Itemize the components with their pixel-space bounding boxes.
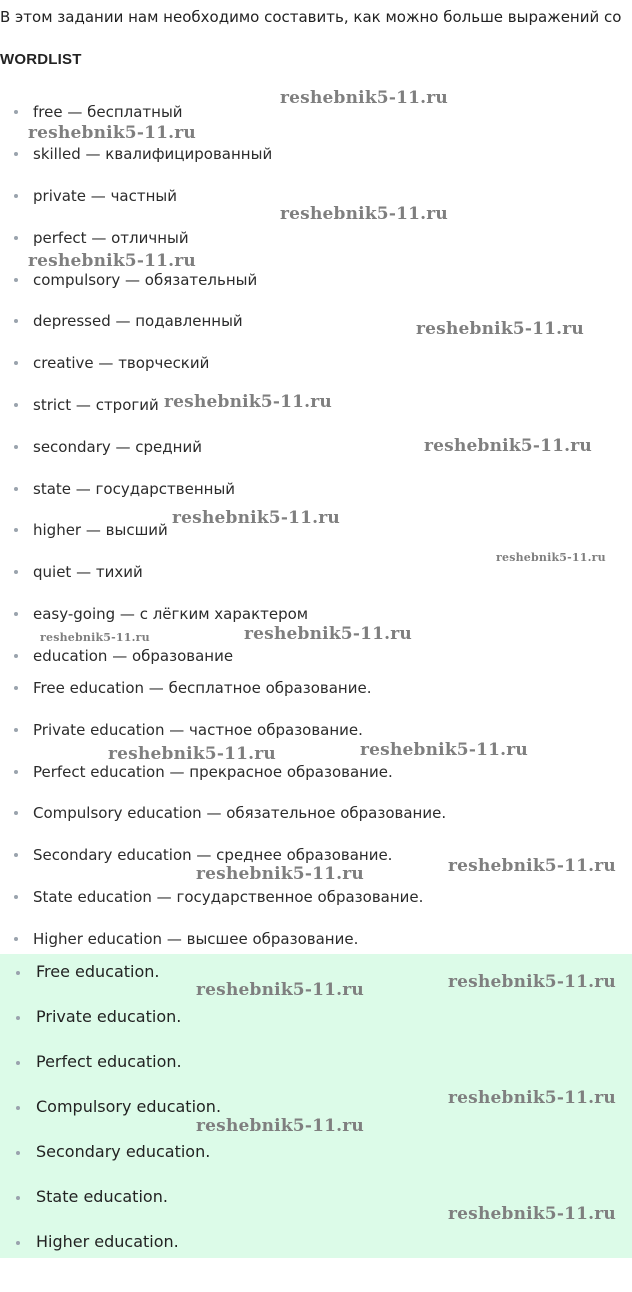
- watermark: reshebnik5-11.ru: [196, 980, 364, 1000]
- bullet-icon: [16, 1061, 20, 1065]
- bullet-icon: [14, 770, 18, 774]
- watermark: reshebnik5-11.ru: [196, 864, 364, 884]
- intro-text-continuation: [0, 28, 632, 46]
- watermark: reshebnik5-11.ru: [28, 123, 196, 143]
- bullet-icon: [14, 487, 18, 491]
- watermark: reshebnik5-11.ru: [244, 624, 412, 644]
- watermark: reshebnik5-11.ru: [196, 1116, 364, 1136]
- bullet-icon: [14, 528, 18, 532]
- bullet-icon: [16, 971, 20, 975]
- bullet-icon: [14, 895, 18, 899]
- watermark: reshebnik5-11.ru: [448, 1204, 616, 1224]
- bullet-icon: [14, 361, 18, 365]
- bullet-icon: [14, 403, 18, 407]
- watermark: reshebnik5-11.ru: [424, 436, 592, 456]
- answer-box: Free education. Private education. Perfect education. Compulsory education. Secondary education. State education. Higher education.: [0, 954, 632, 1258]
- bullet-icon: [14, 612, 18, 616]
- watermark: reshebnik5-11.ru: [496, 551, 606, 564]
- watermark: reshebnik5-11.ru: [448, 972, 616, 992]
- bullet-icon: [14, 445, 18, 449]
- bullet-icon: [14, 110, 18, 114]
- bullet-icon: [14, 686, 18, 690]
- wordlist-heading: WORDLIST: [0, 51, 82, 68]
- watermark: reshebnik5-11.ru: [360, 740, 528, 760]
- bullet-icon: [16, 1241, 20, 1245]
- bullet-icon: [14, 811, 18, 815]
- watermark: reshebnik5-11.ru: [164, 392, 332, 412]
- bullet-icon: [14, 937, 18, 941]
- watermark: reshebnik5-11.ru: [280, 88, 448, 108]
- bullet-icon: [16, 1106, 20, 1110]
- bullet-icon: [14, 654, 18, 658]
- bullet-icon: [14, 236, 18, 240]
- bullet-icon: [16, 1016, 20, 1020]
- bullet-icon: [16, 1196, 20, 1200]
- watermark: reshebnik5-11.ru: [108, 744, 276, 764]
- watermark: reshebnik5-11.ru: [448, 856, 616, 876]
- bullet-icon: [14, 319, 18, 323]
- bullet-icon: [16, 1151, 20, 1155]
- intro-text: В этом задании нам необходимо составить, как можно больше выражений со: [0, 8, 622, 26]
- bullet-icon: [14, 152, 18, 156]
- watermark: reshebnik5-11.ru: [280, 204, 448, 224]
- watermark: reshebnik5-11.ru: [40, 631, 150, 644]
- watermark: reshebnik5-11.ru: [416, 319, 584, 339]
- bullet-icon: [14, 194, 18, 198]
- watermark: reshebnik5-11.ru: [28, 251, 196, 271]
- watermark: reshebnik5-11.ru: [172, 508, 340, 528]
- bullet-icon: [14, 570, 18, 574]
- watermark: reshebnik5-11.ru: [448, 1088, 616, 1108]
- bullet-icon: [14, 278, 18, 282]
- bullet-icon: [14, 853, 18, 857]
- bullet-icon: [14, 728, 18, 732]
